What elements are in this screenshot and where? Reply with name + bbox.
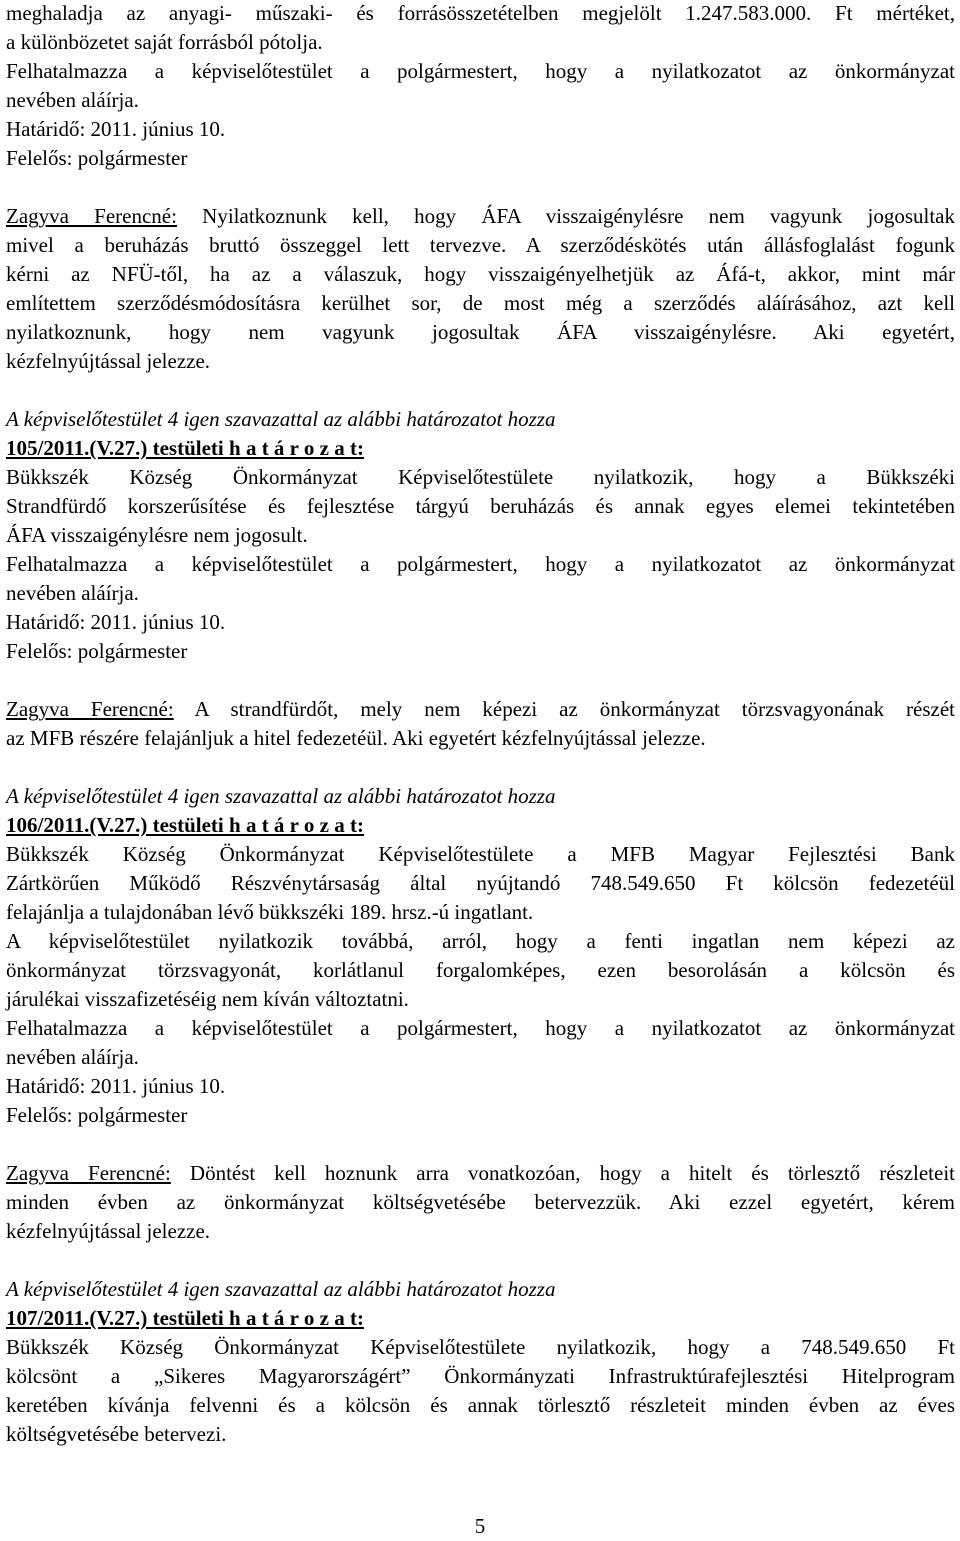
speaker-text: Döntést kell hoznunk arra vonatkozóan, hogy a hitelt és törlesztő részleteit — [170, 1161, 955, 1185]
page-number: 5 — [474, 1514, 486, 1538]
speaker-name: Zagyva Ferencné: — [6, 697, 174, 721]
text-line: önkormányzat törzsvagyonát, korlátlanul forgalomképes, ezen besorolásán a kölcsön és — [6, 958, 955, 982]
vote-statement: A képviselőtestület 4 igen szavazattal az alábbi határozatot hozza — [6, 407, 556, 431]
text-line: nyilatkoznunk, hogy nem vagyunk jogosultak ÁFA visszaigénylésre. Aki egyetért, — [6, 320, 955, 344]
text-line: kölcsönt a „Sikeres Magyarországért” Önkormányzati Infrastruktúrafejlesztési Hitelprogram — [6, 1364, 955, 1388]
speaker-name: Zagyva Ferencné: — [6, 204, 177, 228]
resolution-heading: 105/2011.(V.27.) testületi h a t á r o z a t: — [6, 436, 364, 460]
text-line: Felhatalmazza a képviselőtestület a polgármestert, hogy a nyilatkozatot az önkormányzat — [6, 552, 955, 576]
text-line: az MFB részére felajánljuk a hitel fedezetéül. Aki egyetért kézfelnyújtással jelezze. — [6, 726, 706, 750]
text-line: nevében aláírja. — [6, 1045, 139, 1069]
resolution-heading: 106/2011.(V.27.) testületi h a t á r o z a t: — [6, 813, 364, 837]
text-line: nevében aláírja. — [6, 88, 139, 112]
deadline: Határidő: 2011. június 10. — [6, 610, 226, 634]
text-line: költségvetésébe betervezi. — [6, 1422, 227, 1446]
text-line: említettem szerződésmódosításra kerülhet sor, de most még a szerződés aláírásához, azt kell — [6, 291, 955, 315]
speaker-paragraph — [6, 695, 955, 724]
vote-statement: A képviselőtestület 4 igen szavazattal az alábbi határozatot hozza — [6, 1277, 556, 1301]
speaker-paragraph — [6, 1159, 955, 1188]
text-line: Bükkszék Község Önkormányzat Képviselőtestülete nyilatkozik, hogy a 748.549.650 Ft — [6, 1335, 955, 1359]
text-line: nevében aláírja. — [6, 581, 139, 605]
text-line: Felhatalmazza a képviselőtestület a polgármestert, hogy a nyilatkozatot az önkormányzat — [6, 59, 955, 83]
text-line: kézfelnyújtással jelezze. — [6, 349, 211, 373]
text-line: Bükkszék Község Önkormányzat Képviselőtestülete nyilatkozik, hogy a Bükkszéki — [6, 465, 955, 489]
deadline: Határidő: 2011. június 10. — [6, 117, 226, 141]
speaker-paragraph — [6, 202, 955, 231]
text-line: Strandfürdő korszerűsítése és fejlesztése tárgyú beruházás és annak egyes elemei tekintetében — [6, 494, 955, 518]
responsible: Felelős: polgármester — [6, 146, 188, 170]
text-line: járulékai visszafizetéséig nem kíván változtatni. — [6, 987, 409, 1011]
text-line: Bükkszék Község Önkormányzat Képviselőtestülete a MFB Magyar Fejlesztési Bank — [6, 842, 955, 866]
text-line: A képviselőtestület nyilatkozik továbbá, arról, hogy a fenti ingatlan nem képezi az — [6, 929, 955, 953]
text-line: meghaladja az anyagi- műszaki- és forrásösszetételben megjelölt 1.247.583.000. Ft mértéket, — [6, 1, 955, 25]
text-line: minden évben az önkormányzat költségvetésébe betervezzük. Aki ezzel egyetért, kérem — [6, 1190, 955, 1214]
resolution-heading: 107/2011.(V.27.) testületi h a t á r o z a t: — [6, 1306, 364, 1330]
speaker-text: Nyilatkoznunk kell, hogy ÁFA visszaigénylésre nem vagyunk jogosultak — [176, 204, 955, 228]
responsible: Felelős: polgármester — [6, 1103, 188, 1127]
speaker-name: Zagyva Ferencné: — [6, 1161, 171, 1185]
text-line: felajánlja a tulajdonában lévő bükkszéki 189. hrsz.-ú ingatlant. — [6, 900, 534, 924]
speaker-text: A strandfürdőt, mely nem képezi az önkormányzat törzsvagyonának részét — [173, 697, 955, 721]
text-line: mivel a beruházás bruttó összeggel lett tervezve. A szerződéskötés után állásfoglalást fogunk — [6, 233, 955, 257]
text-line: kérni az NFÜ-től, ha az a válaszuk, hogy visszaigényelhetjük az Áfá-t, akkor, mint már — [6, 262, 955, 286]
deadline: Határidő: 2011. június 10. — [6, 1074, 226, 1098]
text-line: keretében kívánja felvenni és a kölcsön és annak törlesztő részleteit minden évben az éves — [6, 1393, 955, 1417]
document-page — [6, 0, 955, 1449]
text-line: a különbözetet saját forrásból pótolja. — [6, 30, 323, 54]
text-line: ÁFA visszaigénylésre nem jogosult. — [6, 523, 308, 547]
text-line: kézfelnyújtással jelezze. — [6, 1219, 211, 1243]
text-line: Zártkörűen Működő Részvénytársaság által nyújtandó 748.549.650 Ft kölcsön fedezetéül — [6, 871, 955, 895]
responsible: Felelős: polgármester — [6, 639, 188, 663]
text-line: Felhatalmazza a képviselőtestület a polgármestert, hogy a nyilatkozatot az önkormányzat — [6, 1016, 955, 1040]
vote-statement: A képviselőtestület 4 igen szavazattal az alábbi határozatot hozza — [6, 784, 556, 808]
